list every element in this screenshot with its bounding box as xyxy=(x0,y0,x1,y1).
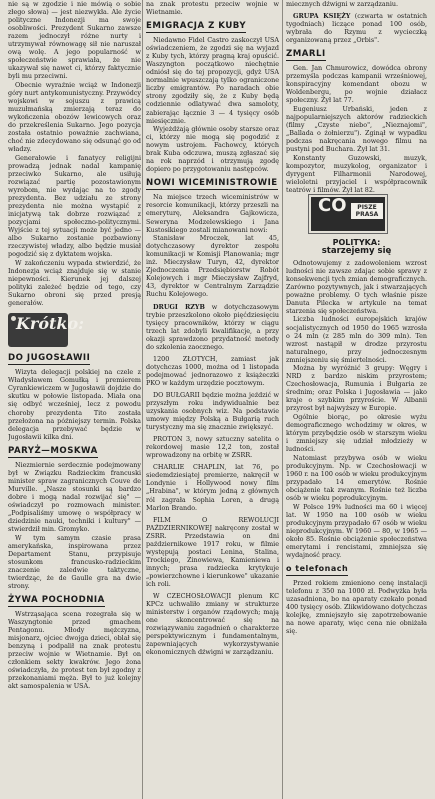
obituary-item: Gen. Jan Chmurowicz, dowódca obrony przemyśla podczas kampanii wrześniowej, konspiracyjny komendant obozu w Woldenbergu, po wojnie działacz społeczny. Żył lat 77. xyxy=(286,64,427,105)
article-paragraph: Niezmiernie serdecznie podejmowany był w Związku Radzieckim francuski minister spraw zagranicznych Couve de Murville. „Nasze stosunki są bardzo dobre i mogą nadal rozwijać się" — oświadczył po rozmowach minister. „Podpisaliśmy umowę o współpracy w dziedzinie nauki, techniki i kultury" — stwierdził min. Gromyko. xyxy=(8,460,141,534)
obituary-item: Konstanty Guzowski, muzyk, kompozytor, muzykolog, organizator i dyrygent Filharmonii Narodowej, wieloletni przyjaciel i współpracownik teatrów i filmów. Żył lat 82. xyxy=(286,153,427,194)
co-pisze-prasa-badge xyxy=(311,197,385,231)
news-item-lead: DRUGI RZYB xyxy=(153,302,205,311)
section-heading xyxy=(146,178,279,190)
news-item xyxy=(286,12,427,44)
news-item: W CZECHOSŁOWACJI plenum KC KPCz uchwaliło zmiany w strukturze ministerstw i organów rządowych; mają one skoncentrować się na rozwiązywaniu zagadnień o charakterze perspektywicznym i fundamentalnym, zapewniających wykorzystywanie ekonomicznych dźwigni w zarządzaniu. xyxy=(146,592,279,657)
section-heading-text: PARYŻ—MOSKWA xyxy=(8,445,98,456)
section-heading-text: ŻYWA POCHODNIA xyxy=(8,594,105,605)
press-review-source: POLITYKA: xyxy=(332,237,381,247)
press-review-title: starzejemy się xyxy=(321,245,392,256)
article-paragraph: Przed rokiem zmieniono cenę instalacji telefonu z 350 na 1000 zł. Podwyżka była uzasadniona, bo na aparaty czekało ponad 400 tysięcy osób. Zlikwidowano dotychczas kolejkę, zmniejszyło się zapotrzebowanie na nowe aparaty, więc cena nie obniżała się. xyxy=(286,578,427,636)
obituary-item: Eugeniusz Urbański, jeden z najpopularniejszych aktorów radzieckich (filmy „Czyste niebo", „Nieznajomi", „Ballada o żołnierzu"). Zginął w wypadku podczas nakręcania nowego filmu na pustyni pod Buchara. Żył lat 31. xyxy=(286,104,427,154)
news-item-lead: GRUPA KSIĘŻY xyxy=(293,12,351,21)
section-heading-text: EMIGRACJA Z KUBY xyxy=(146,21,247,32)
article-paragraph: W Polsce 19% ludności ma 60 i więcej lat. W 1950 na 100 osób w wieku produkcyjnym przypadało 67 osób w wieku nieprodukcyjnym. W 1960 — 80, w 1965 — około 85. Rośnie obciążenie społeczeństwa emerytami i rencistami, zmniejsza się wydajność pracy. xyxy=(286,502,427,559)
article-paragraph: Obecnie wyraźnie wciąż w Indonezji góry nurt antykomunistyczny. Przywódcy wojskowi w sojuszu z prawicą muzułmańską zmierzają teraz do wykończenia obozów lewicowych oraz do przekreślenia Sukarno. Jego pozycja została ostatnio poważnie zachwiana, choć nie zdecydowano się odsunąć go od władzy. xyxy=(8,80,141,154)
article-paragraph: W zakończeniu wypada stwierdzić, że Indonezja wciąż znajduje się w stanie niepewności. Kierunek jej dalszej polityki zależeć będzie od tego, czy Sukarno obroni się przed presją generałów. xyxy=(8,259,141,308)
article-paragraph: Niedawno Fidel Castro zaskoczył USA oświadczeniem, że zgodzi się na wyjazd z Kuby tych, którzy pragną kraj opuścić. Waszyngton początkowo niechętnie odniósł się do tej propozycji, gdyż USA normalnie wpuszczają tylko ograniczone liczby emigrantów. Po naradach obie strony zgodziły się, że z Kuby będą codziennie odlatywać dwa samoloty, zabierając łącznie 3 — 4 tysięcy osób miesięcznie. xyxy=(146,36,279,125)
krotko-logo-text: Krótko: xyxy=(16,314,85,334)
news-item xyxy=(146,303,279,351)
article-paragraph: Odnotowujemy z zadowoleniem wzrost ludności nie zawsze zdając sobie sprawy z konsekwencji tych zmian demograficznych. Zarówno pozytywnych, jak i stwarzających poważne problemy. O tych właśnie pisze Danuta Pilecka w artykule na temat starzenia się społeczeństwa. xyxy=(286,258,427,315)
section-heading xyxy=(286,564,427,576)
article-paragraph: Ogólnie biorąc, po okresie wyżu demograficznego wchodzimy w okres, w którym przybędzie osób w starszym wieku i zmniejszy się udział młodzieży w ludności. xyxy=(286,413,427,454)
section-heading xyxy=(8,353,141,365)
co-pisze-prasa-logo xyxy=(308,194,388,234)
co-logo-subtext: PISZE PRASA xyxy=(351,203,383,219)
news-item: FILM O REWOLUCJI PAŹDZIERNIKOWEJ nakręcony został w ZSRR. Przedstawia on dni październikowe 1917 roku, w filmie występują postaci Lenina, Stalina, Trockiego, Zinowiewa, Kamieniewa i innych; prasa radziecka krytykuje „powierzchowne i kierunkowe" ukazanie ich roli. xyxy=(146,515,279,588)
news-item: DO BUŁGARII będzie można jeździć w przyszłym roku indywidualnie bez uzyskania osobnych wiz. Na podstawie umowy między Polską a Bułgarią ruch turystyczny ma się znacznie zwiększyć. xyxy=(146,390,279,432)
news-item-text: (czwarta w ostatnich tygodniach) liczące ponad 100 osób, wybrała do Rzymu z wycieczką organizowaną przez „Orbis". xyxy=(286,12,427,45)
section-heading-text: ZMARLI xyxy=(286,49,326,60)
article-paragraph: Na miejsce trzech wiceministrów w resorcie komunikacji, którzy przeszli na emeryturę, Aleksandra Gajkowicza, Seweryna Modzelewskiego i Jana Kustosikiego zostali mianowani nowi: xyxy=(146,193,279,234)
article-paragraph: Wyjeżdżają głównie osoby starsze oraz ci, którzy nie mogą się pogodzić z nowym ustrojem. Fachowcy, których brak Kuba odczuwa, muszą zgłaszać się na rok naprzód i otrzymują zgodę dopiero po przygotowaniu następców. xyxy=(146,125,279,174)
article-paragraph: Natomiast przybywa osób w wieku produkcyjnym. Np. w Czechosłowacji w 1960 r. na 100 osób w wieku produkcyjnym przypadało 14 emerytów. Rośnie obciążenie tak zwanym. Rośnie też liczba osób w wieku poprodukcyjnym. xyxy=(286,453,427,502)
news-item-text: w dotychczasowym trybie przeszkolono około pięćdziesięciu tysięcy pracowników, którzy w ciągu trzech lat zdobyli kwalifikacje, a przy okazji sprawdzono przydatność metody do szkolenia zaocznego. xyxy=(146,302,279,351)
co-logo-text: CO xyxy=(318,195,347,217)
section-heading xyxy=(8,446,141,458)
news-item: 1200 ZŁOTYCH, zamiast jak dotychczas 1000, można od 1 listopada podejmować jednorazowo z książeczki PKO w każdym urzędzie pocztowym. xyxy=(146,354,279,387)
article-paragraph: Można by wyróżnić 3 grupy: Węgry i NRD z bardzo niskim przyrostem; Czechosłowacja, Rumunia i Bułgaria ze średnim; oraz Polska i Jugosławia — jako kraje o szybkim przyroście. W Albanii przyrost był najwyższy w Europie. xyxy=(286,364,427,413)
article-paragraph: nie są w zgodzie i nie mówią o sobie złego słowa) — jest niezwykła. Ale życie polityczne Indonezji ma swoje osobliwości. Prezydent Sukarno zawsze razem jednoczył różne nurty i utrzymywał równowagę sił nie naruszał ową wolę. A jego popularność w społeczeństwie sprawiała, że nie ukazywał się nawet ci, którzy faktycznie byli mu przeciwni. xyxy=(8,0,141,81)
article-paragraph: na znak protestu przeciw wojnie w Wietnamie. xyxy=(146,0,279,17)
article-paragraph: Stanisław Mroczek, lat 45, dotychczasowy dyrektor zespołu komunikacji w Komisji Planowania; mgr inż. Mieczysław Turyn, 42, dyrektor Zjednoczenia Przedsiębiorstw Robót Kolejowych i mgr Mieczysław Zajfryd, 43, dyrektor w Centralnym Zarządzie Ruchu Kolejowego. xyxy=(146,234,279,299)
column-middle xyxy=(146,0,279,799)
column-rule xyxy=(282,0,283,799)
article-paragraph: Generałowie i fanatycy religijni prowadzą jednak nadal kampanię przeciwko Sukarno, ale usiłują rozwiązać partię pozostawionym wyrobom, nie wydając na to zgody prezydenta. Bez udziału ze strony prezydenta nie można wystąpić z inicjatywą tak dobrze rozwiązać z pozycjami społeczno-politycznymi. Wyjście z tej sytuacji może być jedno — albo Sukarno zostanie pozbawiony rzeczywistej władzy, albo będzie musiał pogodzić się z dyktatem wojska. xyxy=(8,153,141,259)
section-heading-text: DO JUGOSŁAWII xyxy=(8,353,91,364)
news-item: PROTON 3, nowy sztuczny satelita o rekordowej masie 12,2 ton, został wprowadzony na orbitę w ZSRR. xyxy=(146,435,279,460)
section-heading xyxy=(146,21,279,33)
section-heading xyxy=(8,595,141,607)
column-right xyxy=(286,0,427,799)
article-paragraph: Wstrząsająca scena rozegrała się w Waszyngtonie przed gmachem Pentagonu. Młody mężczyzna, misjonarz, ojciec dwojga dzieci, oblał się benzyną i podpalił na znak protestu przeciw wojnie w Wietnamie. Był on członkiem sekty kwakrów. Jego żona oświadczyła, że protest ten był zgodny z przekonaniami męża. Był to już kolejny akt samospalenia w USA. xyxy=(8,609,141,691)
column-left xyxy=(8,0,141,799)
article-paragraph: miecznych dźwigni w zarządzaniu. xyxy=(286,0,399,8)
section-heading xyxy=(286,49,427,61)
news-item: CHARLIE CHAPLIN, lat 76, po siedemdziesiątej premierze, nakręcił w Londynie i Hollywood nowy film „Hrabina", w którym jedną z głównych ról zagrała Sophia Loren, a drugą Marlon Brando. xyxy=(146,463,279,512)
section-heading-text: o telefonach xyxy=(286,564,348,576)
article-paragraph: Liczba ludności europejskich krajów socjalistycznych od 1950 do 1965 wzrosła o 24 mln (z 285 mln do 309 mln). Ten wzrost nastąpił w drodze przyrostu naturalnego, przy jednoczesnym zmniejszeniu się śmiertelności. xyxy=(286,315,427,364)
column-rule xyxy=(142,0,143,799)
section-heading-text: NOWI WICEMINISTROWIE xyxy=(146,178,278,189)
article-paragraph: W tym samym czasie prasa amerykańska, inspirowana przez Departament Stanu, przypisuje stosunkom francusko-radzieckim znaczenie zaledwie taktyczne, twierdząc, że de Gaulle gra na dwie strony. xyxy=(8,533,141,590)
article-paragraph: Wizyta delegacji polskiej na czele z Władysławem Gomułką i premierem Cyrankiewiczem w Jugosławii dojdzie do skutku w połowie listopada. Miała ona się odbyć wcześniej, lecz z powodu choroby prezydenta Tito została przełożona na późniejszy termin. Polska delegacja przebywać będzie w Jugosławii kilka dni. xyxy=(8,368,141,441)
krotko-logo xyxy=(8,313,85,347)
